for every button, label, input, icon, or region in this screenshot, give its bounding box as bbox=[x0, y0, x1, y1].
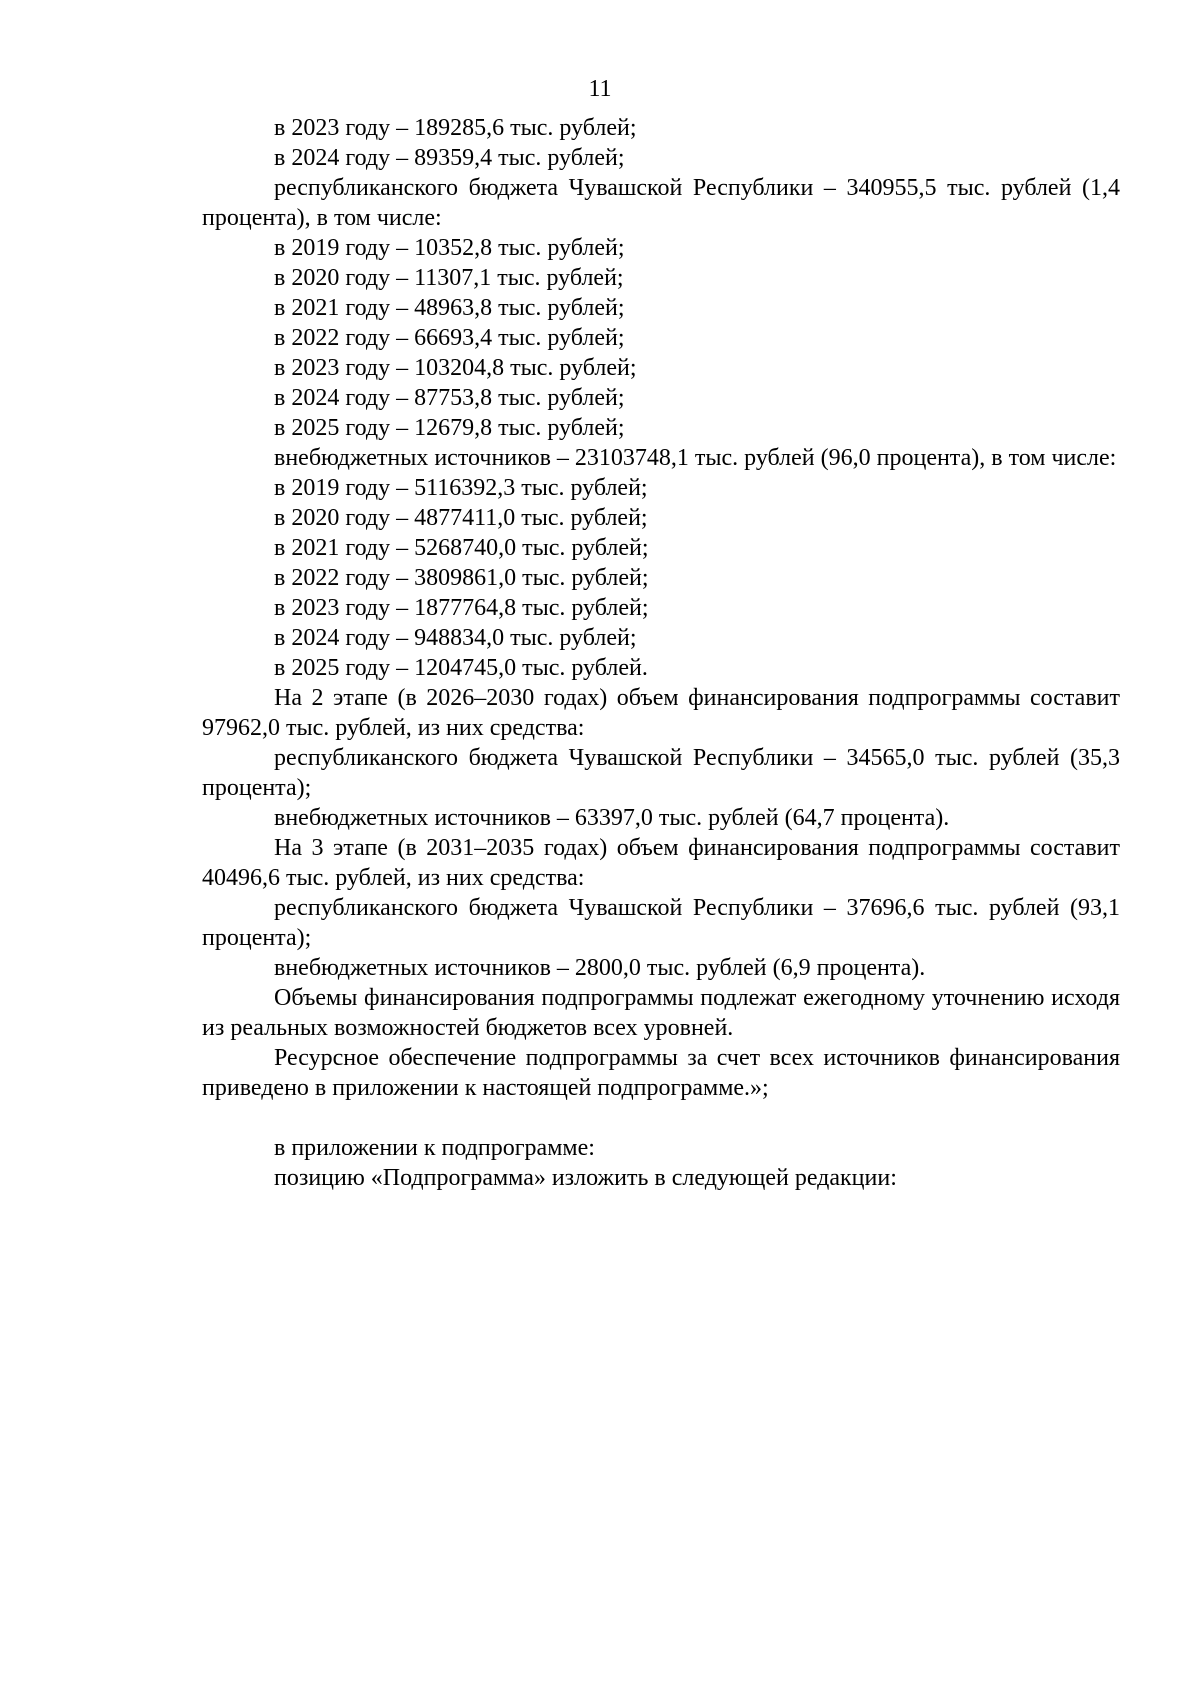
paragraph: в 2019 году – 5116392,3 тыс. рублей; bbox=[274, 475, 648, 501]
paragraph: в 2024 году – 948834,0 тыс. рублей; bbox=[274, 625, 637, 651]
page-number: 11 bbox=[588, 76, 612, 102]
paragraph: в 2020 году – 4877411,0 тыс. рублей; bbox=[274, 505, 648, 531]
paragraph: в 2022 году – 66693,4 тыс. рублей; bbox=[274, 325, 625, 351]
paragraph: в 2025 году – 12679,8 тыс. рублей; bbox=[274, 415, 625, 441]
paragraph: республиканского бюджета Чувашской Республики – 37696,6 тыс. рублей (93,1 процента); bbox=[202, 895, 1120, 951]
paragraph: в 2023 году – 1877764,8 тыс. рублей; bbox=[274, 595, 649, 621]
paragraph: в 2020 году – 11307,1 тыс. рублей; bbox=[274, 265, 624, 291]
paragraph: в 2024 году – 89359,4 тыс. рублей; bbox=[274, 145, 625, 171]
paragraph: в 2023 году – 189285,6 тыс. рублей; bbox=[274, 115, 637, 141]
paragraph: в 2024 году – 87753,8 тыс. рублей; bbox=[274, 385, 625, 411]
paragraph: На 3 этапе (в 2031–2035 годах) объем финансирования подпрограммы составит 40496,6 тыс. рублей, из них средства: bbox=[202, 835, 1120, 891]
paragraph: в 2021 году – 48963,8 тыс. рублей; bbox=[274, 295, 625, 321]
paragraph: республиканского бюджета Чувашской Республики – 34565,0 тыс. рублей (35,3 процента); bbox=[202, 745, 1120, 801]
paragraph-spacer bbox=[202, 1103, 1120, 1133]
paragraph: На 2 этапе (в 2026–2030 годах) объем финансирования подпрограммы составит 97962,0 тыс. рублей, из них средства: bbox=[202, 685, 1120, 741]
paragraph: внебюджетных источников – 23103748,1 тыс. рублей (96,0 процента), в том числе: bbox=[274, 445, 1117, 471]
paragraph: в 2023 году – 103204,8 тыс. рублей; bbox=[274, 355, 637, 381]
paragraph: в 2022 году – 3809861,0 тыс. рублей; bbox=[274, 565, 649, 591]
document-body bbox=[202, 113, 1120, 1193]
paragraph: в приложении к подпрограмме: bbox=[274, 1135, 595, 1161]
paragraph: позицию «Подпрограмма» изложить в следующей редакции: bbox=[274, 1165, 897, 1191]
paragraph: в 2021 году – 5268740,0 тыс. рублей; bbox=[274, 535, 649, 561]
paragraph: внебюджетных источников – 2800,0 тыс. рублей (6,9 процента). bbox=[274, 955, 926, 981]
paragraph: в 2019 году – 10352,8 тыс. рублей; bbox=[274, 235, 625, 261]
paragraph: республиканского бюджета Чувашской Республики – 340955,5 тыс. рублей (1,4 процента), в том числе: bbox=[202, 175, 1120, 231]
paragraph: Ресурсное обеспечение подпрограммы за счет всех источников финансирования приведено в приложении к настоящей подпрограмме.»; bbox=[202, 1045, 1120, 1101]
paragraph: внебюджетных источников – 63397,0 тыс. рублей (64,7 процента). bbox=[274, 805, 950, 831]
paragraph: Объемы финансирования подпрограммы подлежат ежегодному уточнению исходя из реальных возможностей бюджетов всех уровней. bbox=[202, 985, 1120, 1041]
paragraph: в 2025 году – 1204745,0 тыс. рублей. bbox=[274, 655, 648, 681]
